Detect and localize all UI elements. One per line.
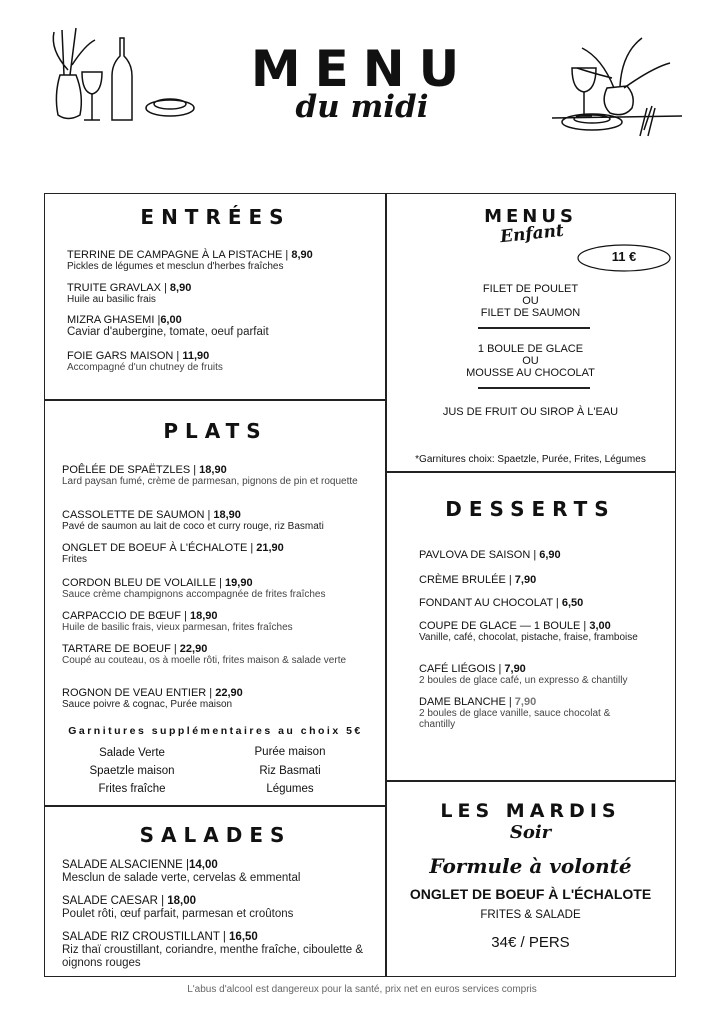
item-name: ONGLET DE BOEUF À L'ÉCHALOTE |: [62, 542, 254, 554]
menu-item: [419, 620, 649, 643]
item-name: DAME BLANCHE |: [419, 696, 512, 708]
mardis-subtitle: Soir: [509, 822, 552, 843]
enfant-line: FILET DE SAUMON: [480, 307, 581, 319]
item-price: 6,90: [539, 549, 561, 561]
item-desc: Caviar d'aubergine, tomate, oeuf parfait: [67, 326, 269, 338]
menu-item: [62, 610, 372, 633]
item-price: 6,00: [160, 314, 182, 326]
item-desc: 2 boules de glace café, un expresso & chantilly: [419, 675, 628, 686]
item-name: PAVLOVA DE SAISON |: [419, 549, 537, 561]
item-name: FONDANT AU CHOCOLAT |: [419, 597, 559, 609]
enfant-line: FILET DE POULET: [482, 283, 579, 295]
garniture-item: Salade Verte: [99, 747, 165, 759]
item-price: 8,90: [169, 282, 192, 294]
menu-item: [62, 643, 362, 666]
item-desc: Mesclun de salade verte, cervelas & emmental: [62, 872, 301, 884]
desserts-title: DESSERTS: [445, 497, 616, 521]
item-name: TRUITE GRAVLAX |: [67, 282, 167, 294]
menu-item: [419, 597, 659, 609]
item-desc: Coupé au couteau, os à moelle rôti, frites maison & salade verte: [62, 655, 347, 666]
item-desc: Frites: [62, 554, 87, 565]
item-name: CRÈME BRULÉE |: [419, 574, 512, 586]
formule-label: Formule à volonté: [429, 854, 632, 878]
menu-item: [67, 249, 377, 272]
item-desc: Accompagné d'un chutney de fruits: [67, 362, 223, 373]
garniture-item: Légumes: [266, 783, 314, 795]
garniture-item: Frites fraîche: [98, 783, 166, 795]
garniture-item: Purée maison: [254, 746, 326, 758]
menu-item: [62, 542, 372, 565]
plats-title: PLATS: [163, 419, 268, 443]
item-price: 18,90: [213, 509, 241, 521]
item-price: 22,90: [179, 643, 208, 655]
menu-item: [62, 895, 372, 921]
mardis-title: LES MARDIS: [440, 800, 621, 822]
menu-item: [419, 574, 659, 586]
item-desc: Huile de basilic frais, vieux parmesan, frites fraîches: [62, 622, 293, 633]
menu-title: MENU: [250, 40, 474, 98]
item-name: SALADE CAESAR |: [62, 895, 165, 907]
menu-item: [62, 687, 372, 710]
menu-item: [62, 464, 362, 487]
mardis-price: 34€ / PERS: [491, 934, 570, 951]
enfant-line: MOUSSE AU CHOCOLAT: [466, 367, 595, 379]
item-price: 18,90: [199, 464, 227, 476]
garnitures-note: *Garnitures choix: Spaetzle, Purée, Frites, Légumes: [415, 454, 646, 465]
item-name: TERRINE DE CAMPAGNE À LA PISTACHE |: [67, 249, 289, 261]
menu-item: [67, 314, 377, 339]
item-desc: Sauce poivre & cognac, Purée maison: [62, 699, 233, 710]
item-price: 6,50: [561, 597, 584, 609]
divider: [478, 327, 590, 329]
enfant-line: OU: [522, 355, 539, 367]
item-desc: Riz thaï croustillant, coriandre, menthe fraîche, ciboulette & oignons rouges: [62, 944, 364, 969]
item-price: 7,90: [514, 696, 537, 708]
item-desc: Pickles de légumes et mesclun d'herbes fraîches: [67, 261, 284, 272]
item-name: SALADE RIZ CROUSTILLANT |: [62, 931, 226, 943]
menu-item: [419, 696, 644, 730]
entrees-title: ENTRÉES: [140, 205, 291, 229]
item-desc: Sauce crème champignons accompagnée de frites fraîches: [62, 589, 326, 600]
item-name: CASSOLETTE DE SAUMON |: [62, 509, 211, 521]
menu-item: [62, 577, 372, 600]
item-price: 19,90: [225, 577, 253, 589]
menus-enfant-price: 11 €: [611, 249, 637, 264]
item-name: TARTARE DE BOEUF |: [62, 643, 177, 655]
item-price: 16,50: [229, 931, 258, 943]
item-name: SALADE ALSACIENNE |: [62, 859, 189, 871]
item-price: 7,90: [514, 574, 537, 586]
enfant-line: JUS DE FRUIT OU SIROP À L'EAU: [442, 406, 619, 418]
item-name: FOIE GARS MAISON |: [67, 350, 180, 362]
menus-enfant-title: MENUS: [484, 206, 577, 227]
item-price: 11,90: [182, 350, 210, 362]
garnitures-title: Garnitures supplémentaires au choix 5€: [68, 725, 363, 737]
item-price: 14,00: [188, 859, 218, 871]
item-name: CAFÉ LIÉGOIS |: [419, 663, 502, 675]
item-price: 18,00: [167, 895, 197, 907]
menu-item: [67, 350, 377, 373]
item-price: 3,00: [589, 620, 611, 632]
item-price: 21,90: [256, 542, 284, 554]
garniture-item: Spaetzle maison: [89, 765, 175, 777]
menu-subtitle: du midi: [295, 89, 429, 125]
item-desc: Pavé de saumon au lait de coco et curry rouge, riz Basmati: [62, 521, 324, 532]
menu-item: [67, 282, 377, 305]
item-name: POÊLÉE DE SPAËTZLES |: [62, 464, 197, 476]
menu-item: [62, 931, 380, 970]
mardis-sides: FRITES & SALADE: [480, 909, 581, 921]
item-name: MIZRA GHASEMI |: [67, 314, 161, 326]
enfant-line: 1 BOULE DE GLACE: [477, 343, 584, 355]
item-name: CORDON BLEU DE VOLAILLE |: [62, 577, 222, 589]
menu-item: [62, 509, 372, 532]
footer-disclaimer: L'abus d'alcool est dangereux pour la santé, prix net en euros services compris: [187, 984, 537, 995]
item-name: ROGNON DE VEAU ENTIER |: [62, 687, 213, 699]
divider: [478, 387, 590, 389]
enfant-line: OU: [522, 295, 539, 307]
item-price: 22,90: [215, 687, 243, 699]
item-price: 8,90: [291, 249, 313, 261]
menu-item: [419, 663, 659, 686]
item-desc: Vanille, café, chocolat, pistache, fraise, framboise: [419, 632, 638, 643]
salades-title: SALADES: [139, 823, 292, 847]
item-desc: Huile au basilic frais: [67, 294, 156, 305]
item-price: 18,90: [189, 610, 218, 622]
garniture-item: Riz Basmati: [259, 765, 321, 777]
menu-item: [62, 859, 372, 885]
item-desc: Lard paysan fumé, crème de parmesan, pignons de pin et roquette: [62, 476, 358, 487]
mardis-dish: ONGLET DE BOEUF À L'ÉCHALOTE: [409, 886, 652, 902]
item-price: 7,90: [504, 663, 526, 675]
item-name: CARPACCIO DE BŒUF |: [62, 610, 187, 622]
item-desc: Poulet rôti, œuf parfait, parmesan et croûtons: [62, 908, 294, 920]
item-name: COUPE DE GLACE — 1 BOULE |: [419, 620, 587, 632]
item-desc: 2 boules de glace vanille, sauce chocolat & chantilly: [419, 708, 611, 730]
menu-item: [419, 549, 659, 561]
menus-enfant-subtitle: Enfant: [499, 220, 565, 248]
